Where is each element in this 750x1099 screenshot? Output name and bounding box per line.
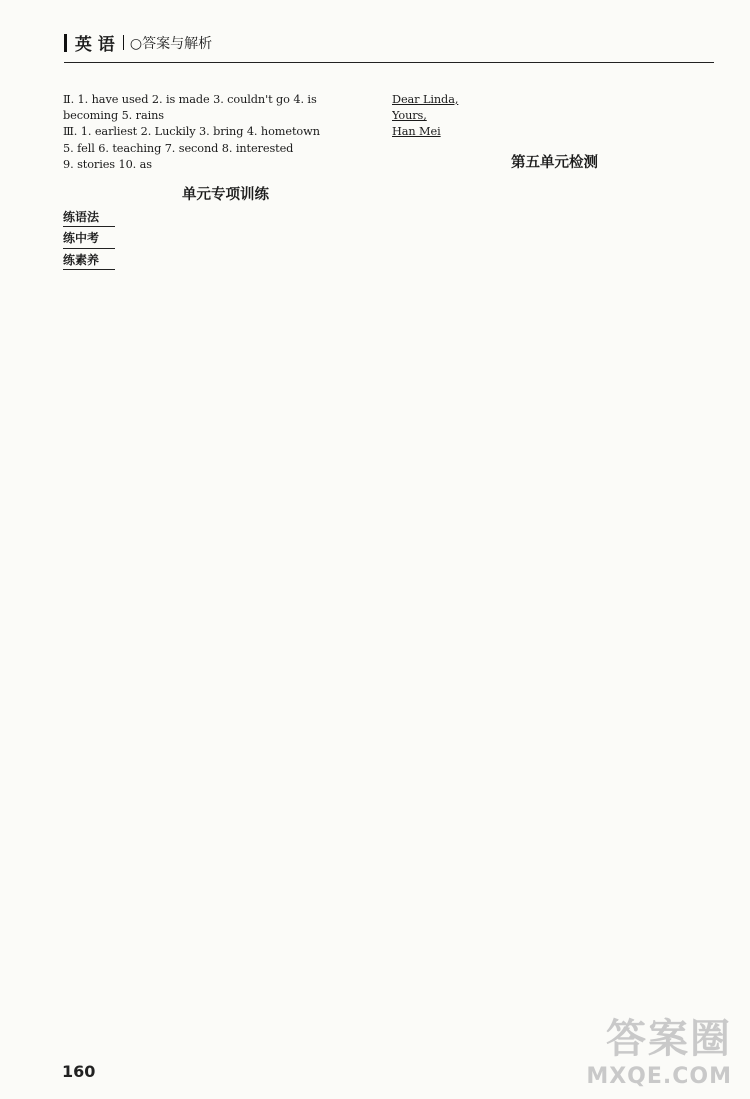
unit-test-title: 第五单元检测: [511, 154, 598, 171]
section-title: 单元专项训练: [182, 187, 269, 204]
letter-signature: Han Mei: [392, 125, 441, 139]
subsection-title-grammar: 练语法: [63, 209, 115, 227]
header-divider: [123, 35, 125, 50]
unit-answers-block: [63, 92, 388, 173]
answer-line: 5. fell 6. teaching 7. second 8. interested: [63, 141, 294, 155]
watermark-url: MXQE.COM: [586, 1064, 732, 1089]
answer-line: becoming 5. rains: [63, 109, 164, 123]
subsection-title-literacy: 练素养: [63, 252, 115, 270]
watermark-text: 答案圈: [606, 1016, 732, 1062]
answer-line: Ⅲ. 1. earliest 2. Luckily 3. bring 4. hometown: [63, 125, 320, 139]
watermark-logo: [586, 1007, 732, 1089]
letter-salutation: Dear Linda,: [392, 93, 459, 106]
left-column: [63, 92, 388, 272]
header-bar: [64, 34, 67, 52]
header-subtitle: ○答案与解析: [129, 35, 213, 52]
page-number: 160: [62, 1062, 96, 1081]
header-subject: 英 语: [74, 35, 115, 55]
answer-line: 9. stories 10. as: [63, 157, 152, 171]
header-rule: [64, 62, 714, 63]
subsection-title-exam: 练中考: [63, 230, 115, 248]
right-column: [392, 92, 717, 177]
page-header: [64, 30, 714, 64]
answer-line: Ⅱ. 1. have used 2. is made 3. couldn't go 4. is: [63, 93, 317, 106]
letter-close: Yours,: [392, 109, 427, 123]
